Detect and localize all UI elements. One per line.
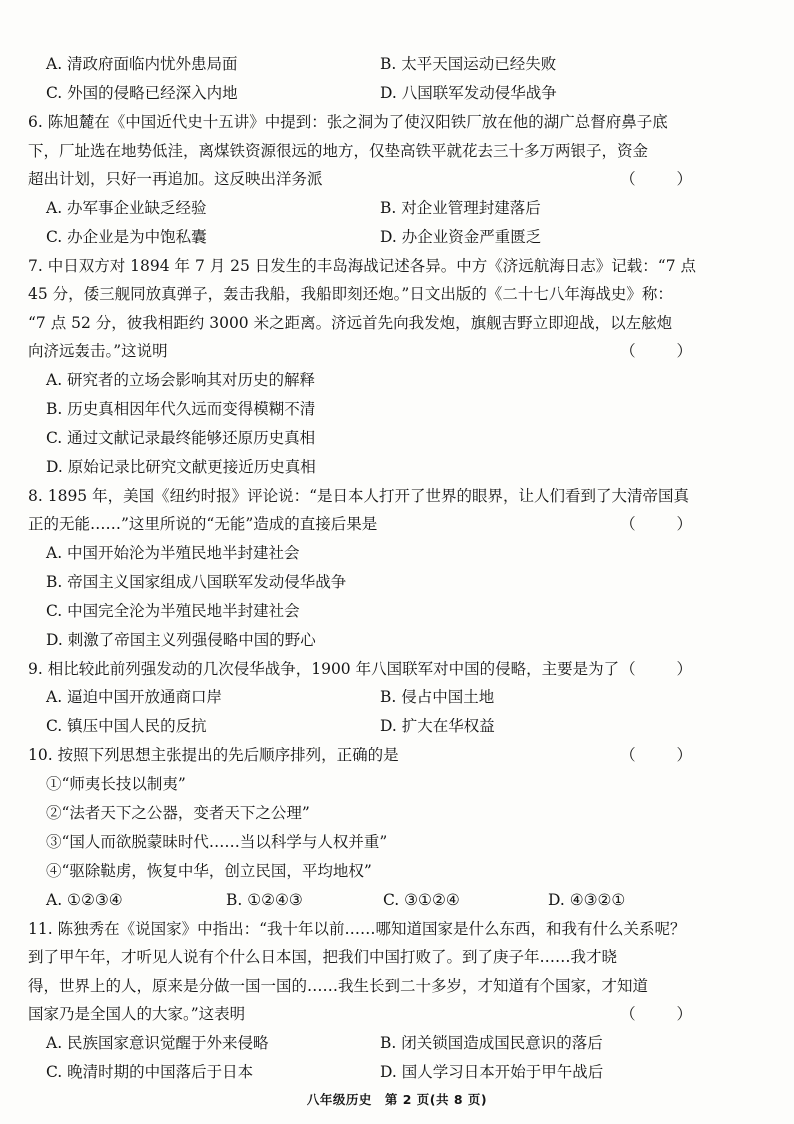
q6-stem-line: 6. 陈旭麓在《中国近代史十五讲》中提到：张之洞为了使汉阳铁厂放在他的湖广总督府鼻子底 bbox=[28, 113, 668, 131]
q5-option-a: A. 清政府面临内忧外患局面 bbox=[46, 55, 238, 73]
q10-option-c: C. ③①②④ bbox=[383, 890, 460, 909]
q7-stem-line: 向济远轰击。”这说明 bbox=[28, 342, 168, 360]
q10-option-b: B. ①②④③ bbox=[226, 890, 303, 909]
q9-option-a: A. 逼迫中国开放通商口岸 bbox=[46, 688, 223, 706]
q8-option-c: C. 中国完全沦为半殖民地半封建社会 bbox=[46, 601, 300, 620]
q9-option-d: D. 扩大在华权益 bbox=[380, 717, 495, 735]
q11-option-d: D. 国人学习日本开始于甲午战后 bbox=[380, 1062, 604, 1081]
q5-option-c: C. 外国的侵略已经深入内地 bbox=[46, 84, 238, 102]
q5-option-b: B. 太平天国运动已经失败 bbox=[380, 55, 557, 73]
q10-item-2: ②“法者天下之公器，变者天下之公理” bbox=[46, 803, 310, 822]
q6-stem-line: 下，厂址选在地势低洼，离煤铁资源很远的地方，仅垫高铁平就花去三十多万两银子，资金 bbox=[28, 141, 649, 160]
q11-option-b: B. 闭关锁国造成国民意识的落后 bbox=[380, 1033, 603, 1052]
q8-stem-line: 正的无能……”这里所说的“无能”造成的直接后果是 bbox=[28, 515, 378, 533]
q9-answer-blank: （ ） bbox=[620, 659, 710, 678]
q8-option-d: D. 刺激了帝国主义列强侵略中国的野心 bbox=[46, 630, 316, 649]
q6-stem-line: 超出计划，只好一再追加。这反映出洋务派 bbox=[28, 170, 323, 188]
q7-option-a: A. 研究者的立场会影响其对历史的解释 bbox=[46, 370, 316, 389]
question-11 bbox=[28, 915, 708, 1087]
q10-item-1: ①“师夷长技以制夷” bbox=[46, 774, 186, 793]
q11-stem-line: 到了甲午年，才听见人说有个什么日本国，把我们中国打败了。到了庚子年……我才晓 bbox=[28, 948, 618, 966]
q11-option-a: A. 民族国家意识觉醒于外来侵略 bbox=[46, 1033, 269, 1052]
q10-option-a: A. ①②③④ bbox=[46, 890, 123, 909]
q7-stem-line: 45 分，倭三舰同放真弹子，轰击我船，我船即刻还炮。”日文出版的《二十七八年海战史》称： bbox=[28, 285, 673, 303]
q11-stem-line: 得，世界上的人，原来是分做一国一国的……我生长到二十多岁，才知道有个国家，才知道 bbox=[28, 976, 649, 995]
q6-option-c: C. 办企业是为中饱私囊 bbox=[46, 227, 207, 246]
question-10 bbox=[28, 741, 708, 915]
q11-answer-blank: （ ） bbox=[620, 1005, 710, 1023]
page-footer: 八年级历史 第 2 页(共 8 页) bbox=[306, 1092, 488, 1107]
q8-option-a: A. 中国开始沦为半殖民地半封建社会 bbox=[46, 543, 300, 562]
q7-stem-line: “7 点 52 分，彼我相距约 3000 米之距离。济远首先向我发炮，旗舰吉野立即迎战，以左舷炮 bbox=[28, 313, 673, 332]
q6-option-a: A. 办军事企业缺乏经验 bbox=[46, 198, 207, 217]
q5-option-d: D. 八国联军发动侵华战争 bbox=[380, 84, 557, 102]
question-8 bbox=[28, 482, 708, 655]
q9-option-b: B. 侵占中国土地 bbox=[380, 688, 495, 706]
q6-option-d: D. 办企业资金严重匮乏 bbox=[380, 227, 542, 246]
q9-option-c: C. 镇压中国人民的反抗 bbox=[46, 717, 207, 735]
q10-option-d: D. ④③②① bbox=[548, 890, 626, 909]
q8-option-b: B. 帝国主义国家组成八国联军发动侵华战争 bbox=[46, 572, 347, 591]
question-7 bbox=[28, 252, 708, 482]
q11-stem-line: 国家乃是全国人的大家。”这表明 bbox=[28, 1005, 246, 1023]
q7-answer-blank: （ ） bbox=[620, 342, 710, 360]
question-6 bbox=[28, 108, 708, 252]
q6-option-b: B. 对企业管理封建落后 bbox=[380, 198, 541, 217]
q6-answer-blank: （ ） bbox=[620, 170, 710, 188]
q8-answer-blank: （ ） bbox=[620, 515, 710, 533]
q7-stem-line: 7. 中日双方对 1894 年 7 月 25 日发生的丰岛海战记述各异。中方《济远航海日志》记载：“7 点 bbox=[28, 256, 697, 275]
q11-option-c: C. 晚清时期的中国落后于日本 bbox=[46, 1062, 254, 1081]
q10-stem-line: 10. 按照下列思想主张提出的先后顺序排列，正确的是 bbox=[28, 746, 399, 764]
q7-option-d: D. 原始记录比研究文献更接近历史真相 bbox=[46, 457, 316, 476]
q10-answer-blank: （ ） bbox=[620, 746, 710, 764]
question-9 bbox=[28, 655, 708, 742]
q10-item-4: ④“驱除鞑虏，恢复中华，创立民国，平均地权” bbox=[46, 861, 372, 880]
exam-page bbox=[28, 50, 708, 1087]
q10-item-3: ③“国人而欲脱蒙昧时代……当以科学与人权并重” bbox=[46, 832, 388, 851]
question-5-options bbox=[28, 50, 708, 108]
q8-stem-line: 8. 1895 年，美国《纽约时报》评论说：“是日本人打开了世界的眼界，让人们看到了大清帝国真 bbox=[28, 486, 690, 505]
q11-stem-line: 11. 陈独秀在《说国家》中指出：“我十年以前……哪知道国家是什么东西，和我有什么关系呢？ bbox=[28, 919, 686, 938]
q7-option-c: C. 通过文献记录最终能够还原历史真相 bbox=[46, 428, 316, 447]
q7-option-b: B. 历史真相因年代久远而变得模糊不清 bbox=[46, 399, 316, 418]
q9-stem-line: 9. 相比较此前列强发动的几次侵华战争，1900 年八国联军对中国的侵略，主要是为了 bbox=[28, 659, 620, 678]
